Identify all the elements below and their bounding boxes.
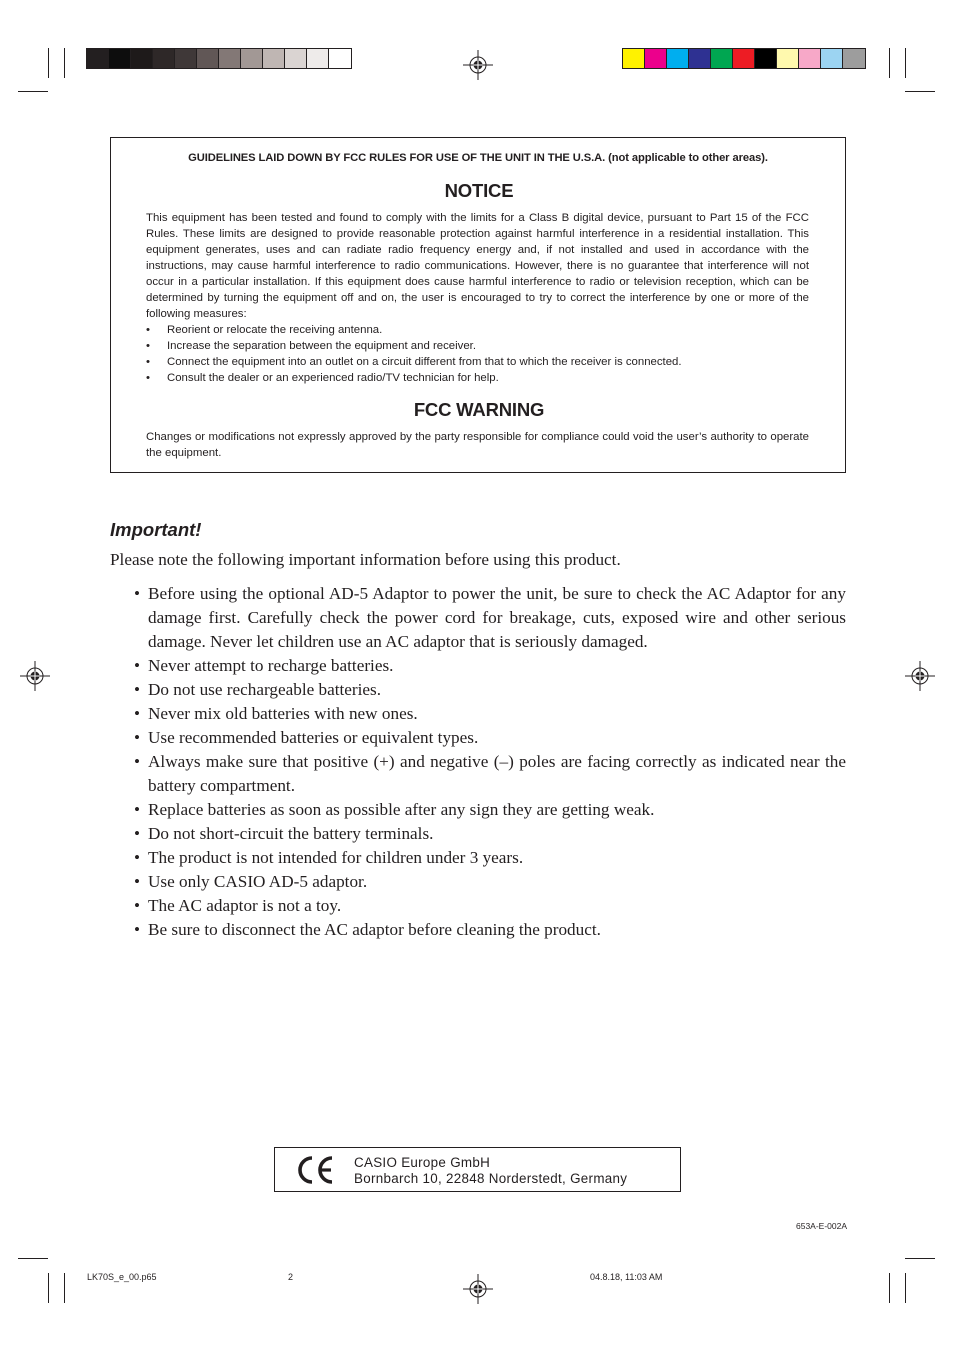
crop-mark [48, 1273, 49, 1303]
list-item: • Never mix old batteries with new ones. [110, 702, 846, 726]
fcc-header: GUIDELINES LAID DOWN BY FCC RULES FOR USE OF THE UNIT IN THE U.S.A. (not applicable to other areas). [188, 152, 768, 164]
color-swatch [667, 49, 689, 68]
notice-text: This equipment has been tested and found to comply with the limits for a Class B digital device, pursuant to Part 15 of the FCC Rules. These limits are designed to provide reasonable protection against harmful interference in a residential installation. This equipment generates, uses and can radiate radio frequency energy and, if not installed and used in accordance with the instructions, may cause harmful interference to radio communications. However, there is no guarantee that interference will not occur in a particular installation. If this equipment does cause harmful interference to radio or television reception, which can be determined by turning the equipment off and on, the user is encouraged to try to correct the interference by one or more of the following measures: [146, 212, 809, 320]
crop-mark [18, 91, 48, 92]
crop-mark [48, 48, 49, 78]
color-swatch [175, 49, 197, 68]
color-swatch [755, 49, 777, 68]
crop-mark [905, 91, 935, 92]
color-swatch [623, 49, 645, 68]
important-title: Important! [110, 519, 202, 540]
color-swatch [329, 49, 351, 68]
color-swatch [197, 49, 219, 68]
color-swatch [109, 49, 131, 68]
footer-datetime: 04.8.18, 11:03 AM [590, 1272, 663, 1282]
measures-list [146, 322, 809, 386]
crop-mark [64, 1273, 65, 1303]
list-item: • Use only CASIO AD-5 adaptor. [110, 870, 846, 894]
ce-mark-icon [295, 1154, 335, 1186]
crop-mark [64, 48, 65, 78]
color-swatch [777, 49, 799, 68]
list-item: • Consult the dealer or an experienced radio/TV technician for help. [146, 370, 809, 386]
registration-mark-icon [463, 50, 493, 80]
crop-mark [905, 48, 906, 78]
registration-mark-icon [463, 1274, 493, 1304]
crop-mark [889, 1273, 890, 1303]
list-item: • Use recommended batteries or equivalent types. [110, 726, 846, 750]
list-item: • The product is not intended for children under 3 years. [110, 846, 846, 870]
color-swatch [711, 49, 733, 68]
crop-mark [905, 1258, 935, 1259]
color-bar [622, 48, 866, 69]
color-swatch [645, 49, 667, 68]
color-swatch [153, 49, 175, 68]
list-item: • Increase the separation between the equipment and receiver. [146, 338, 809, 354]
ce-address-block [354, 1155, 627, 1186]
list-item: • Replace batteries as soon as possible after any sign they are getting weak. [110, 798, 846, 822]
color-swatch [131, 49, 153, 68]
footer-page: 2 [288, 1272, 294, 1282]
color-swatch [689, 49, 711, 68]
list-item: • Connect the equipment into an outlet on a circuit different from that to which the receiver is connected. [146, 354, 809, 370]
crop-mark [905, 1273, 906, 1303]
list-item: • Be sure to disconnect the AC adaptor before cleaning the product. [110, 918, 846, 942]
color-swatch [219, 49, 241, 68]
registration-mark-icon [905, 661, 935, 691]
list-item: • Always make sure that positive (+) and negative (–) poles are facing correctly as indicated near the battery compartment. [110, 750, 846, 798]
crop-mark [18, 1258, 48, 1259]
color-swatch [263, 49, 285, 68]
list-item: • Before using the optional AD-5 Adaptor to power the unit, be sure to check the AC Adaptor for any damage first. Carefully check the power cord for breakage, cuts, exposed wire and other serious damage. Never let children use an AC adaptor that is seriously damaged. [110, 582, 846, 654]
registration-mark-icon [20, 661, 50, 691]
grayscale-bar [86, 48, 352, 69]
important-intro: Please note the following important information before using this product. [110, 550, 621, 569]
list-item: • The AC adaptor is not a toy. [110, 894, 846, 918]
color-swatch [285, 49, 307, 68]
company-name: CASIO Europe GmbH [354, 1155, 491, 1170]
footer-file: LK70S_e_00.p65 [87, 1272, 157, 1282]
list-item: • Never attempt to recharge batteries. [110, 654, 846, 678]
crop-mark [889, 48, 890, 78]
ce-box [274, 1147, 681, 1192]
color-swatch [87, 49, 109, 68]
important-list [110, 582, 846, 942]
color-swatch [307, 49, 329, 68]
list-item: • Do not use rechargeable batteries. [110, 678, 846, 702]
fcc-warning-title: FCC WARNING [413, 399, 545, 420]
notice-title: NOTICE [444, 180, 514, 201]
color-swatch [799, 49, 821, 68]
color-swatch [843, 49, 865, 68]
fcc-box [110, 137, 846, 473]
color-swatch [241, 49, 263, 68]
color-swatch [821, 49, 843, 68]
company-address: Bornbarch 10, 22848 Norderstedt, Germany [354, 1170, 628, 1186]
list-item: • Do not short-circuit the battery terminals. [110, 822, 846, 846]
color-swatch [733, 49, 755, 68]
fcc-warning-text: Changes or modifications not expressly approved by the party responsible for compliance could void the user’s authority to operate the equipment. [146, 431, 809, 459]
doc-code: 653A-E-002A [796, 1221, 848, 1231]
list-item: • Reorient or relocate the receiving antenna. [146, 322, 809, 338]
